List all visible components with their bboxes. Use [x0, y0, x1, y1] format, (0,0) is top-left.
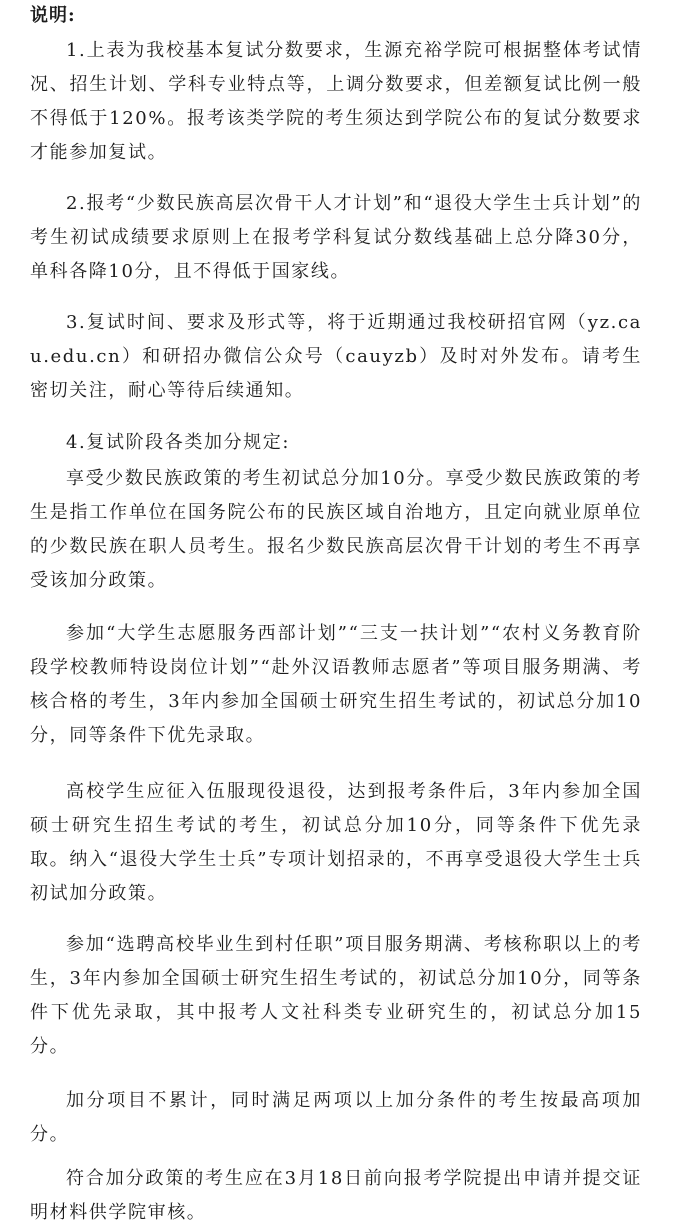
- paragraph-6: 参加“大学生志愿服务西部计划”“三支一扶计划”“农村义务教育阶段学校教师特设岗位计划”“赴外汉语教师志愿者”等项目服务期满、考核合格的考生，3年内参加全国硕士研究生招生考试的，初试总分加10分，同等条件下优先录取。: [30, 623, 642, 746]
- paragraph-3: 3.复试时间、要求及形式等，将于近期通过我校研招官网（yz.cau.edu.cn）和研招办微信公众号（cauyzb）及时对外发布。请考生密切关注，耐心等待后续通知。: [30, 312, 642, 401]
- document-heading: 说明:: [30, 5, 76, 26]
- paragraph-10: 符合加分政策的考生应在3月18日前向报考学院提出申请并提交证明材料供学院审核。: [30, 1168, 642, 1223]
- paragraph-7: 高校学生应征入伍服现役退役，达到报考条件后，3年内参加全国硕士研究生招生考试的考生，初试总分加10分，同等条件下优先录取。纳入“退役大学生士兵”专项计划招录的，不再享受退役大学生士兵初试加分政策。: [30, 781, 642, 904]
- paragraph-4: 4.复试阶段各类加分规定:: [66, 432, 291, 453]
- paragraph-8: 参加“选聘高校毕业生到村任职”项目服务期满、考核称职以上的考生，3年内参加全国硕士研究生招生考试的，初试总分加10分，同等条件下优先录取，其中报考人文社科类专业研究生的，初试总分加15分。: [30, 934, 642, 1057]
- paragraph-5: 享受少数民族政策的考生初试总分加10分。享受少数民族政策的考生是指工作单位在国务院公布的民族区域自治地方，且定向就业原单位的少数民族在职人员考生。报名少数民族高层次骨干计划的考生不再享受该加分政策。: [30, 468, 642, 591]
- paragraph-2: 2.报考“少数民族高层次骨干人才计划”和“退役大学生士兵计划”的考生初试成绩要求原则上在报考学科复试分数线基础上总分降30分，单科各降10分，且不得低于国家线。: [30, 193, 642, 282]
- paragraph-9: 加分项目不累计，同时满足两项以上加分条件的考生按最高项加分。: [30, 1090, 642, 1145]
- paragraph-1: 1.上表为我校基本复试分数要求，生源充裕学院可根据整体考试情况、招生计划、学科专业特点等，上调分数要求，但差额复试比例一般不得低于120%。报考该类学院的考生须达到学院公布的复试分数要求才能参加复试。: [30, 40, 642, 163]
